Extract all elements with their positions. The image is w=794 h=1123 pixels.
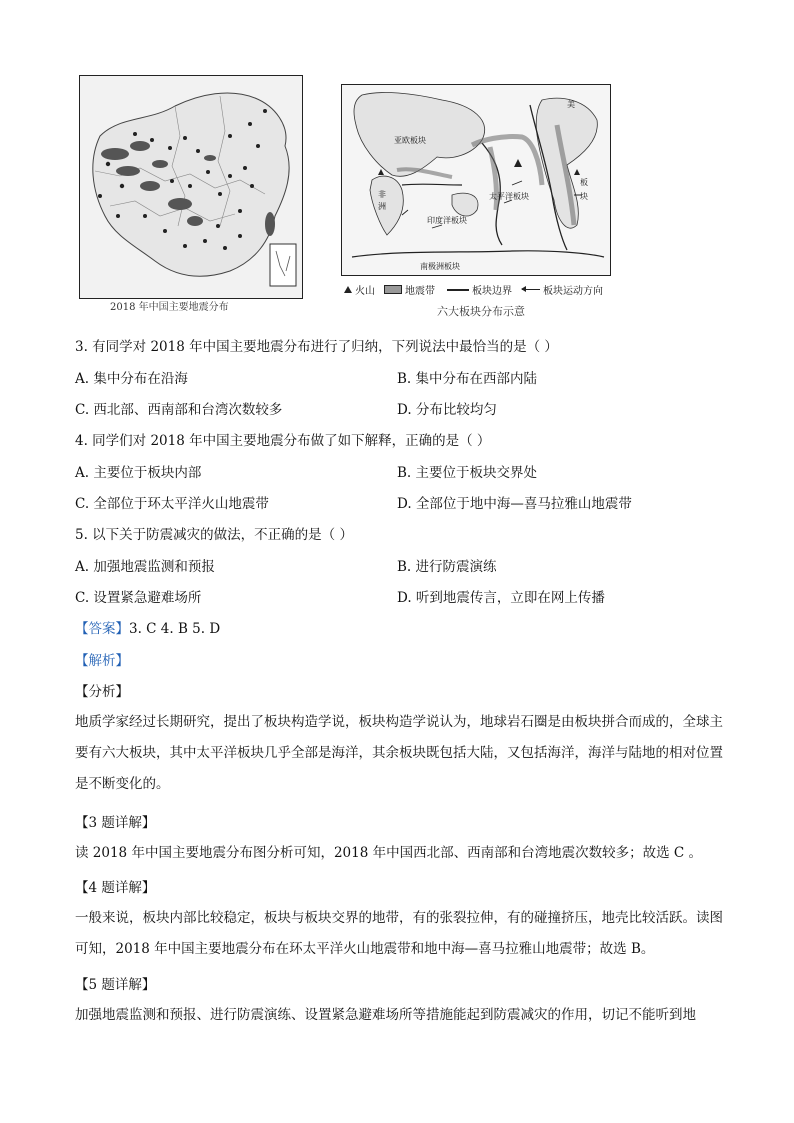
question-3-stem: 3. 有同学对 2018 年中国主要地震分布进行了归纳，下列说法中最恰当的是（ ） (75, 339, 558, 355)
q5-option-b: B. 进行防震演练 (397, 559, 497, 575)
china-map-drawing (80, 76, 302, 298)
q4-option-c: C. 全部位于环太平洋火山地震带 (75, 496, 269, 512)
detail-4-paragraph: 一般来说，板块内部比较稳定，板块与板块交界的地带，有的张裂拉伸，有的碰撞挤压，地壳比较活跃。读图可知，2018 年中国主要地震分布在环太平洋火山地震带和地中海—喜马拉雅山地震带；故选 B。 (75, 910, 723, 957)
answer-tag: 【答案】 (75, 621, 129, 637)
answer-text: 3. C 4. B 5. D (129, 621, 221, 637)
quake-belt-swatch (384, 285, 402, 294)
label-indian-plate: 印度洋板块 (427, 216, 467, 225)
label-america: 美 (567, 100, 575, 109)
q5-option-c: C. 设置紧急避难场所 (75, 590, 202, 606)
boundary-line-icon (447, 289, 469, 291)
detail-5-paragraph: 加强地震监测和预报、进行防震演练、设置紧急避难场所等措施能起到防震减灾的作用，切记不能听到地 (75, 1007, 696, 1023)
label-pacific-plate: 太平洋板块 (489, 192, 529, 201)
label-africa-1: 非 (378, 190, 386, 199)
q5-option-d: D. 听到地震传言，立即在网上传播 (397, 590, 605, 606)
q3-option-a: A. 集中分布在沿海 (75, 371, 188, 387)
fenxi-paragraph: 地质学家经过长期研究，提出了板块构造学说，板块构造学说认为，地球岩石圈是由板块拼合而成的，全球主要有六大板块，其中太平洋板块几乎全部是海洋，其余板块既包括大陆，又包括海洋，海洋与陆地的相对位置是不断变化的。 (75, 714, 723, 792)
q4-option-a: A. 主要位于板块内部 (75, 465, 202, 481)
question-4-stem: 4. 同学们对 2018 年中国主要地震分布做了如下解释，正确的是（ ） (75, 433, 491, 449)
china-map-caption: 2018 年中国主要地震分布 (110, 302, 229, 313)
q3-option-d: D. 分布比较均匀 (397, 402, 497, 418)
fenxi-tag: 【分析】 (75, 684, 129, 700)
q4-option-d: D. 全部位于地中海—喜马拉雅山地震带 (397, 496, 632, 512)
q5-option-a: A. 加强地震监测和预报 (75, 559, 215, 575)
world-plates-map (341, 84, 611, 276)
plates-map-caption: 六大板块分布示意 (437, 305, 525, 318)
legend-boundary: 板块边界 (447, 282, 512, 297)
label-antarctic-plate: 南极洲板块 (420, 262, 460, 271)
plates-drawing (342, 85, 610, 275)
label-plate-2: 块 (580, 192, 588, 201)
legend-quake-belt: 地震带 (384, 282, 435, 297)
label-eurasia-plate: 亚欧板块 (394, 136, 426, 145)
detail-3-tag: 【3 题详解】 (75, 815, 156, 831)
legend-direction: 板块运动方向 (522, 282, 603, 297)
q3-option-c: C. 西北部、西南部和台湾次数较多 (75, 402, 283, 418)
analysis-tag: 【解析】 (75, 653, 129, 669)
china-earthquake-map (79, 75, 303, 299)
q4-option-b: B. 主要位于板块交界处 (397, 465, 538, 481)
q3-option-b: B. 集中分布在西部内陆 (397, 371, 538, 387)
legend-volcano: 火山 (344, 282, 375, 297)
volcano-icon (344, 286, 352, 293)
detail-4-tag: 【4 题详解】 (75, 880, 156, 896)
label-africa-2: 洲 (378, 202, 386, 211)
label-plate-1: 板 (580, 178, 588, 187)
detail-5-tag: 【5 题详解】 (75, 977, 156, 993)
direction-arrow-icon (522, 289, 540, 290)
answer-line (75, 620, 220, 638)
question-5-stem: 5. 以下关于防震减灾的做法，不正确的是（ ） (75, 527, 353, 543)
detail-3-paragraph: 读 2018 年中国主要地震分布图分析可知，2018 年中国西北部、西南部和台湾地震次数较多；故选 C 。 (75, 845, 702, 861)
